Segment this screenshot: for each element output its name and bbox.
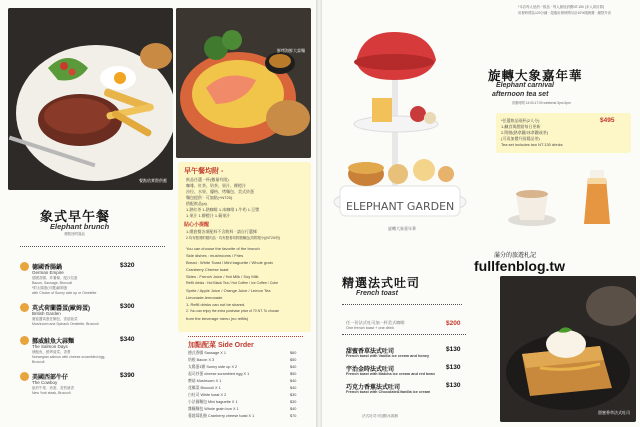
toast-intro: 任一份法式吐司加一杯美式咖啡 bbox=[346, 320, 405, 325]
box-line: 沙拉、水果、優格、烤麵包、美式炒蛋 bbox=[186, 189, 254, 194]
divider bbox=[20, 246, 165, 247]
box-title: 早午餐均附 - bbox=[184, 168, 224, 175]
brunch-title-en: Elephant brunch bbox=[50, 222, 110, 231]
side-row: 磨菇 Mushroom X 1 bbox=[188, 379, 222, 383]
item-icon bbox=[20, 303, 29, 312]
divider bbox=[188, 336, 303, 337]
item-desc: 磨菇醬黃蛋佐麵包、香菇菠菜 bbox=[32, 317, 78, 321]
box-line: 飲品任選一杯(數量有限) bbox=[186, 177, 229, 182]
carnival-line: 2.附贈(熱拿鐵/冰拿鐵或茶) bbox=[501, 130, 549, 135]
side-price: $70 bbox=[290, 414, 297, 418]
side-row: 雜糧麵包 Whole grain bun X 1 bbox=[188, 407, 239, 411]
drinks-photo bbox=[494, 158, 634, 238]
left-page bbox=[0, 0, 318, 427]
divider bbox=[342, 304, 462, 305]
en-line: Side dishes : mushrooms / Fries bbox=[186, 253, 244, 258]
side-row: 太陽蛋1顆 Sunny side up X 2 bbox=[188, 365, 238, 369]
item-price: $320 bbox=[120, 262, 135, 269]
item-icon bbox=[20, 262, 29, 271]
toast-intro-en: One french toast + one drink bbox=[346, 326, 395, 330]
carnival-line: Tea set includes two NT.130 drinks bbox=[501, 142, 563, 147]
item-price: $390 bbox=[120, 372, 135, 379]
item-desc: Norwegian salmon with cheese scrambled egg, bbox=[32, 355, 106, 359]
breakfast-info-box bbox=[178, 162, 311, 332]
carnival-info-box bbox=[496, 113, 631, 153]
item-desc: with Choice of Sunny side up or Omelette bbox=[32, 291, 97, 295]
item-name: 美國西部牛仔 bbox=[32, 375, 69, 381]
toast-name: 宇治金時法式吐司 bbox=[346, 367, 395, 373]
carnival-stand-photo bbox=[332, 22, 472, 242]
toast-title: 精選法式吐司 bbox=[342, 276, 421, 290]
side-price: $50 bbox=[290, 358, 297, 362]
side-row: 德式香腸 Sausage X 1 bbox=[188, 351, 226, 355]
toast-name: 巧克力香蕉法式吐司 bbox=[346, 385, 401, 391]
item-desc: 紐約牛排、炒蛋、香煎豬香 bbox=[32, 386, 74, 390]
item-desc: *附太陽蛋(可選)歐姆蛋 bbox=[32, 286, 68, 290]
photo-caption: 旋轉大象嘉年華 bbox=[388, 226, 416, 231]
side-price: $40 bbox=[290, 386, 297, 390]
side-order-title: 加點配菜 Side Order bbox=[188, 342, 254, 349]
side-row: 白吐司 White toast X 2 bbox=[188, 393, 227, 397]
carnival-title-en: Elephant carnival bbox=[496, 82, 554, 89]
item-desc: 德國香腸、炸薯條、配沙拉蛋 bbox=[32, 276, 78, 280]
item-desc: New York steak, Broccoli bbox=[32, 391, 71, 395]
box-line: 搭配飲品(a) bbox=[186, 201, 207, 206]
en-line: Sides : French Juice / Hot Milk / Soy Milk bbox=[186, 274, 259, 279]
box-line: 1.果汁 1.柳橙汁 1.蘋果汁 bbox=[186, 213, 231, 218]
carnival-price: $495 bbox=[600, 117, 615, 124]
brunch-note: 餐點皆附湯品 bbox=[64, 232, 85, 236]
blog-watermark: fullfenblog.tw bbox=[474, 258, 565, 274]
side-price: $30 bbox=[290, 400, 297, 404]
toast-footnote: 法式吐司可加點冰淇淋 bbox=[362, 414, 398, 418]
toast-en: French toast with Matcha ice cream and red bean bbox=[346, 372, 435, 376]
toast-intro-price: $200 bbox=[446, 320, 461, 327]
en-line: Limonade-lemonade bbox=[186, 295, 223, 300]
side-row: 培根 Bacon X 3 bbox=[188, 358, 215, 362]
side-row: 小法國麵包 Mini baguette X 1 bbox=[188, 400, 238, 404]
carnival-title: 旋轉大象嘉年華 bbox=[488, 69, 583, 83]
right-page bbox=[322, 0, 640, 427]
item-en: The Salmon Days bbox=[32, 344, 68, 349]
item-desc: 燻鮭魚、鮮烤菠菜、香蔥 bbox=[32, 350, 71, 354]
carnival-line: 1.鹹食與甜點每日更新 bbox=[501, 124, 541, 129]
en-line: 2. You can enjoy the extra purchase price of 70 NT. To choose bbox=[186, 309, 280, 313]
side-row: 花椰菜 Broccoli X 1 bbox=[188, 386, 221, 390]
side-price: $60 bbox=[290, 351, 297, 355]
toast-price: $130 bbox=[446, 382, 461, 389]
svg-text:ELEPHANT GARDEN: ELEPHANT GARDEN bbox=[346, 200, 455, 213]
item-en: British Garden bbox=[32, 311, 61, 316]
item-name: 德國香腸鍋 bbox=[32, 265, 63, 271]
side-price: $30 bbox=[290, 393, 297, 397]
box-line: 咖啡、紅茶、奶茶、果汁、柳橙汁 bbox=[186, 183, 246, 188]
box-line: 1.熱紅茶 1.熱咖啡 1.冰咖啡 1.牛奶 1.豆漿 bbox=[186, 207, 260, 212]
toast-name: 甜蜜香草法式吐司 bbox=[346, 349, 395, 355]
photo-caption: 餐點依實際供應 bbox=[139, 178, 167, 183]
brunch-title: 象式早午餐 bbox=[40, 209, 111, 224]
en-line: Bread : White Toast / Mini baguette / Whole grain bbox=[186, 260, 273, 265]
steak-brunch-photo bbox=[8, 8, 173, 190]
side-price: $40 bbox=[290, 365, 297, 369]
en-line: Cranberry Cheese toast bbox=[186, 267, 229, 272]
side-row: 起司炒蛋 cheese scrambled egg X 1 bbox=[188, 372, 250, 376]
item-name: 挪威鮭魚大蒜麵 bbox=[32, 339, 75, 345]
item-icon bbox=[20, 336, 29, 345]
toast-title-en: French toast bbox=[356, 290, 399, 297]
en-line: You can choose the favorite of the brunch bbox=[186, 246, 260, 251]
item-icon bbox=[20, 372, 29, 381]
photo-caption: 鮮烤海鮮大蒜麵 bbox=[277, 48, 305, 53]
item-price: $340 bbox=[120, 336, 135, 343]
carnival-line: (可再加價升級精品茶) bbox=[501, 136, 540, 141]
side-row: 蔓越莓乳酪 Cranberry cheese toast X 1 bbox=[188, 414, 255, 418]
top-note: *本店每人低消一飲品 · 每人最低消費NT.150 (未入席計算) bbox=[518, 5, 605, 9]
item-desc: Bacon, Sausage, Broccoli bbox=[32, 281, 73, 285]
side-price: $50 bbox=[290, 372, 297, 376]
watermark-small: 滿分的旅遊札記 bbox=[494, 253, 537, 259]
notice-line: 2.均有點餐附贈肉品 · 均有點餐均附贈麵包(均附贈小)(NT20/份) bbox=[186, 236, 281, 240]
item-name: 英式荷蘭醬蛋(歐姆蛋) bbox=[32, 306, 90, 312]
en-line: 1. Refill drinks can not be shared. bbox=[186, 302, 246, 307]
notice-line: 1.總套餐各項配料不含飲料 · 請自行選擇 bbox=[186, 229, 257, 234]
item-desc: Mushroom and Spinach Omelette, Broccoli bbox=[32, 322, 99, 326]
toast-en: French toast with Chocolate&Vanilla ice cream bbox=[346, 390, 431, 394]
item-price: $300 bbox=[120, 303, 135, 310]
box-line: 麵包提供 · 可加點(+NT20) bbox=[186, 195, 233, 200]
top-note: 用餐時間為120分鐘 · 超過用餐時間另計10%服務費 · 嚴禁外食 bbox=[518, 11, 612, 15]
carnival-line: *任選飲品兩杯(2人分) bbox=[501, 118, 540, 123]
item-en: German Empire bbox=[32, 270, 64, 275]
item-desc: Broccoli bbox=[32, 360, 45, 364]
en-line: from the beverage menu (no refills) bbox=[186, 316, 249, 321]
carnival-time: 供應時間 14:00-17:00 weekend 3pm-5pm bbox=[512, 101, 571, 105]
en-line: Sprite / Apple Juice / Orange Juice / Lemon Tea bbox=[186, 288, 271, 293]
carnival-title-en2: afternoon tea set bbox=[492, 91, 549, 98]
toast-price: $130 bbox=[446, 346, 461, 353]
side-price: $40 bbox=[290, 379, 297, 383]
side-price: $40 bbox=[290, 407, 297, 411]
salmon-pan-photo bbox=[176, 8, 311, 158]
item-en: The Cowboy bbox=[32, 380, 58, 385]
en-line: Refill drinks : Hot Black Tea / Hot Coffee / Ice Coffee / Coke bbox=[186, 281, 279, 285]
divider bbox=[342, 334, 466, 335]
toast-en: French toast with Vanilla ice cream and honey bbox=[346, 354, 430, 358]
photo-caption: 甜蜜香草法式吐司 bbox=[598, 410, 630, 415]
notice-title: 貼心小提醒 bbox=[184, 222, 210, 228]
french-toast-photo bbox=[500, 276, 636, 422]
toast-price: $130 bbox=[446, 364, 461, 371]
